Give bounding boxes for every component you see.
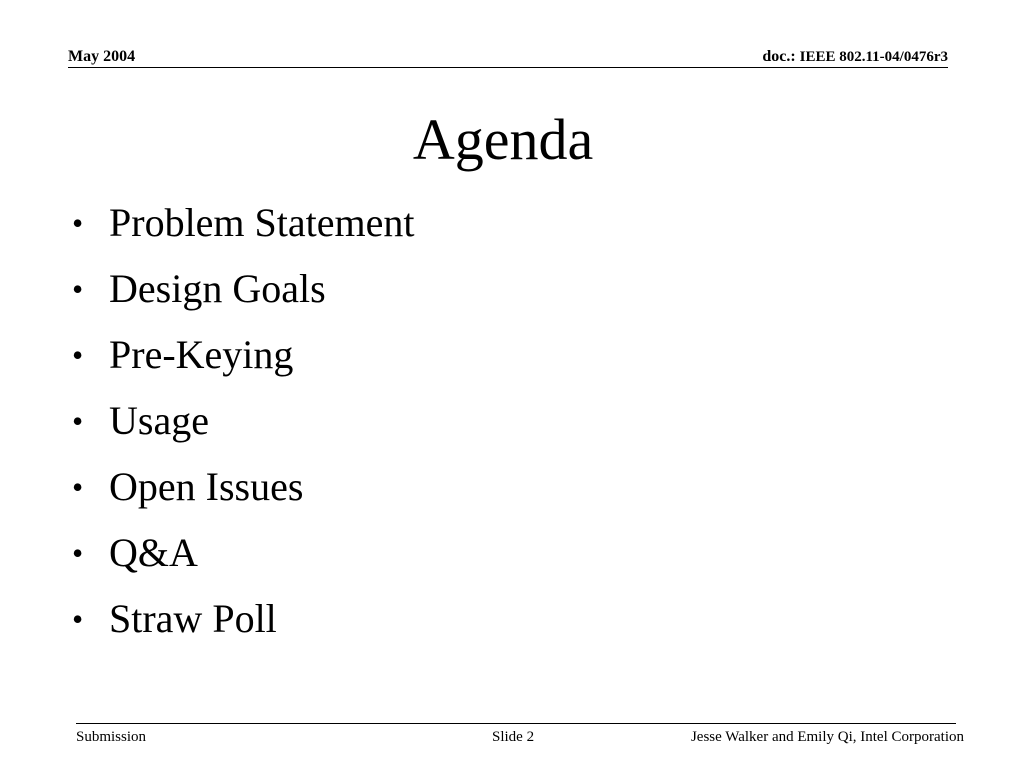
agenda-item-problem-statement	[70, 190, 415, 256]
agenda-item-label: Pre-Keying	[109, 332, 294, 377]
header-doc-reference	[762, 47, 948, 67]
agenda-item-pre-keying	[70, 322, 415, 388]
bullet-icon: •	[72, 337, 84, 373]
bullet-icon: •	[72, 469, 84, 505]
agenda-item-design-goals	[70, 256, 415, 322]
bullet-icon: •	[72, 271, 84, 307]
bullet-icon: •	[72, 601, 84, 637]
agenda-item-usage	[70, 388, 415, 454]
agenda-list	[70, 190, 415, 652]
footer-divider	[76, 723, 956, 724]
footer-authors: Jesse Walker and Emily Qi, Intel Corporation	[690, 729, 964, 745]
header-date: May 2004	[68, 48, 136, 65]
agenda-item-label: Usage	[109, 398, 209, 443]
agenda-item-q-and-a	[70, 520, 415, 586]
header-doc-label: doc.:	[762, 48, 796, 65]
footer-submission: Submission	[76, 729, 147, 745]
header-divider	[68, 67, 948, 68]
bullet-icon: •	[72, 403, 84, 439]
agenda-item-open-issues	[70, 454, 415, 520]
agenda-item-label: Design Goals	[109, 266, 326, 311]
agenda-item-label: Straw Poll	[109, 596, 277, 641]
header-doc-id: IEEE 802.11-04/0476r3	[799, 49, 948, 65]
bullet-icon: •	[72, 535, 84, 571]
agenda-item-label: Open Issues	[109, 464, 304, 509]
bullet-icon: •	[72, 205, 84, 241]
agenda-item-label: Problem Statement	[109, 200, 415, 245]
agenda-item-straw-poll	[70, 586, 415, 652]
slide-title: Agenda	[412, 107, 594, 172]
agenda-item-label: Q&A	[109, 530, 198, 575]
footer-slide-number: Slide 2	[492, 729, 535, 745]
